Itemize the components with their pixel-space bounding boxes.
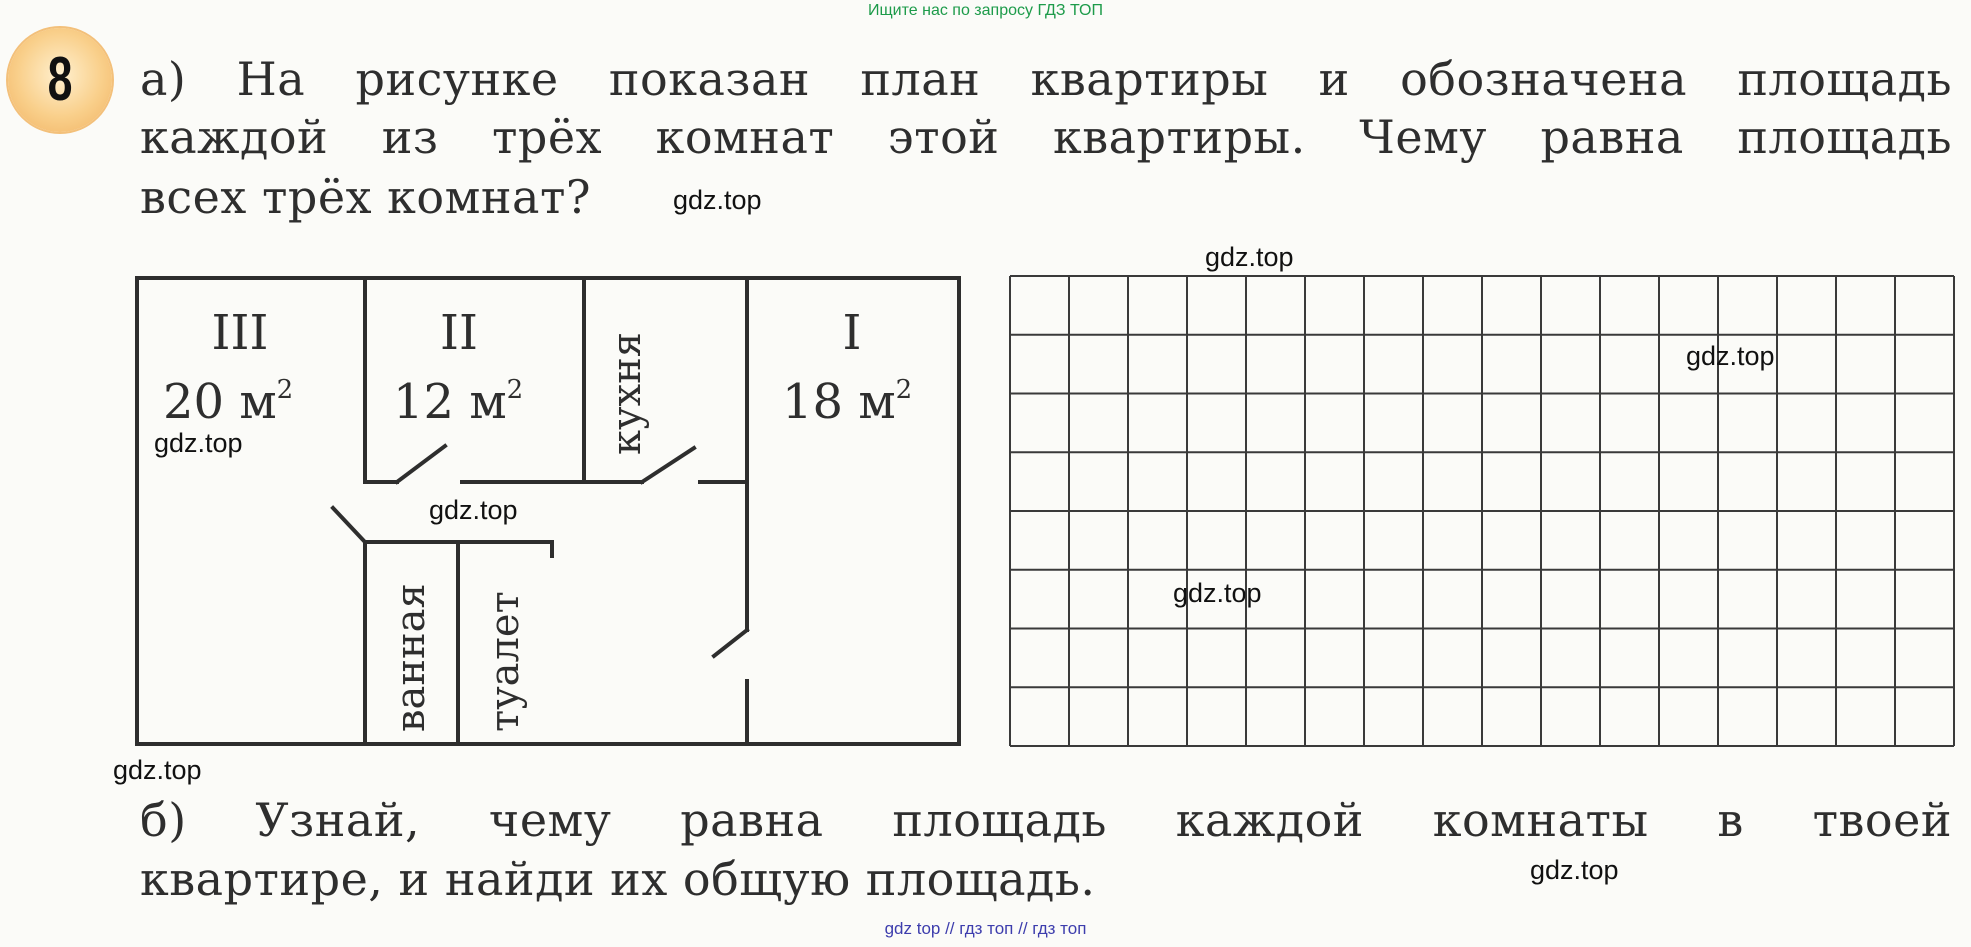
task-number: 8 <box>47 45 73 114</box>
watermark: gdz.top <box>113 755 202 785</box>
toilet-label: туалет <box>482 591 528 732</box>
watermark: gdz.top <box>1686 341 1775 371</box>
room-ii-numeral: II <box>440 305 478 361</box>
room-iii-area: 20 $м^2$ <box>163 374 294 430</box>
part-a-line-3: всех трёх комнат? <box>140 170 592 224</box>
footer-links: gdz top // гдз топ // гдз топ <box>884 919 1087 938</box>
part-b-line-2: квартире, и найди их общую площадь. <box>140 852 1096 906</box>
part-a-line-1: а) На рисунке показан план квартиры и обозначена площадь <box>140 52 1952 106</box>
kitchen-label: кухня <box>604 332 650 455</box>
watermark: gdz.top <box>1205 242 1294 272</box>
part-b-line-1: б) Узнай, чему равна площадь каждой комнаты в твоей <box>140 793 1952 847</box>
watermark: gdz.top <box>1530 855 1619 885</box>
room-ii-area: 12 $м^2$ <box>393 374 524 430</box>
watermark: gdz.top <box>154 428 243 458</box>
watermark: gdz.top <box>429 495 518 525</box>
part-a-line-2: каждой из трёх комнат этой квартиры. Чему равна площадь <box>140 110 1952 164</box>
watermark: gdz.top <box>673 185 762 215</box>
room-i-numeral: I <box>842 305 862 361</box>
bathroom-label: ванная <box>388 583 434 732</box>
watermark: gdz.top <box>1173 578 1262 608</box>
room-i-area: 18 $м^2$ <box>782 374 913 430</box>
room-iii-numeral: III <box>211 305 269 361</box>
site-banner: Ищите нас по запросу ГДЗ ТОП <box>868 2 1103 19</box>
